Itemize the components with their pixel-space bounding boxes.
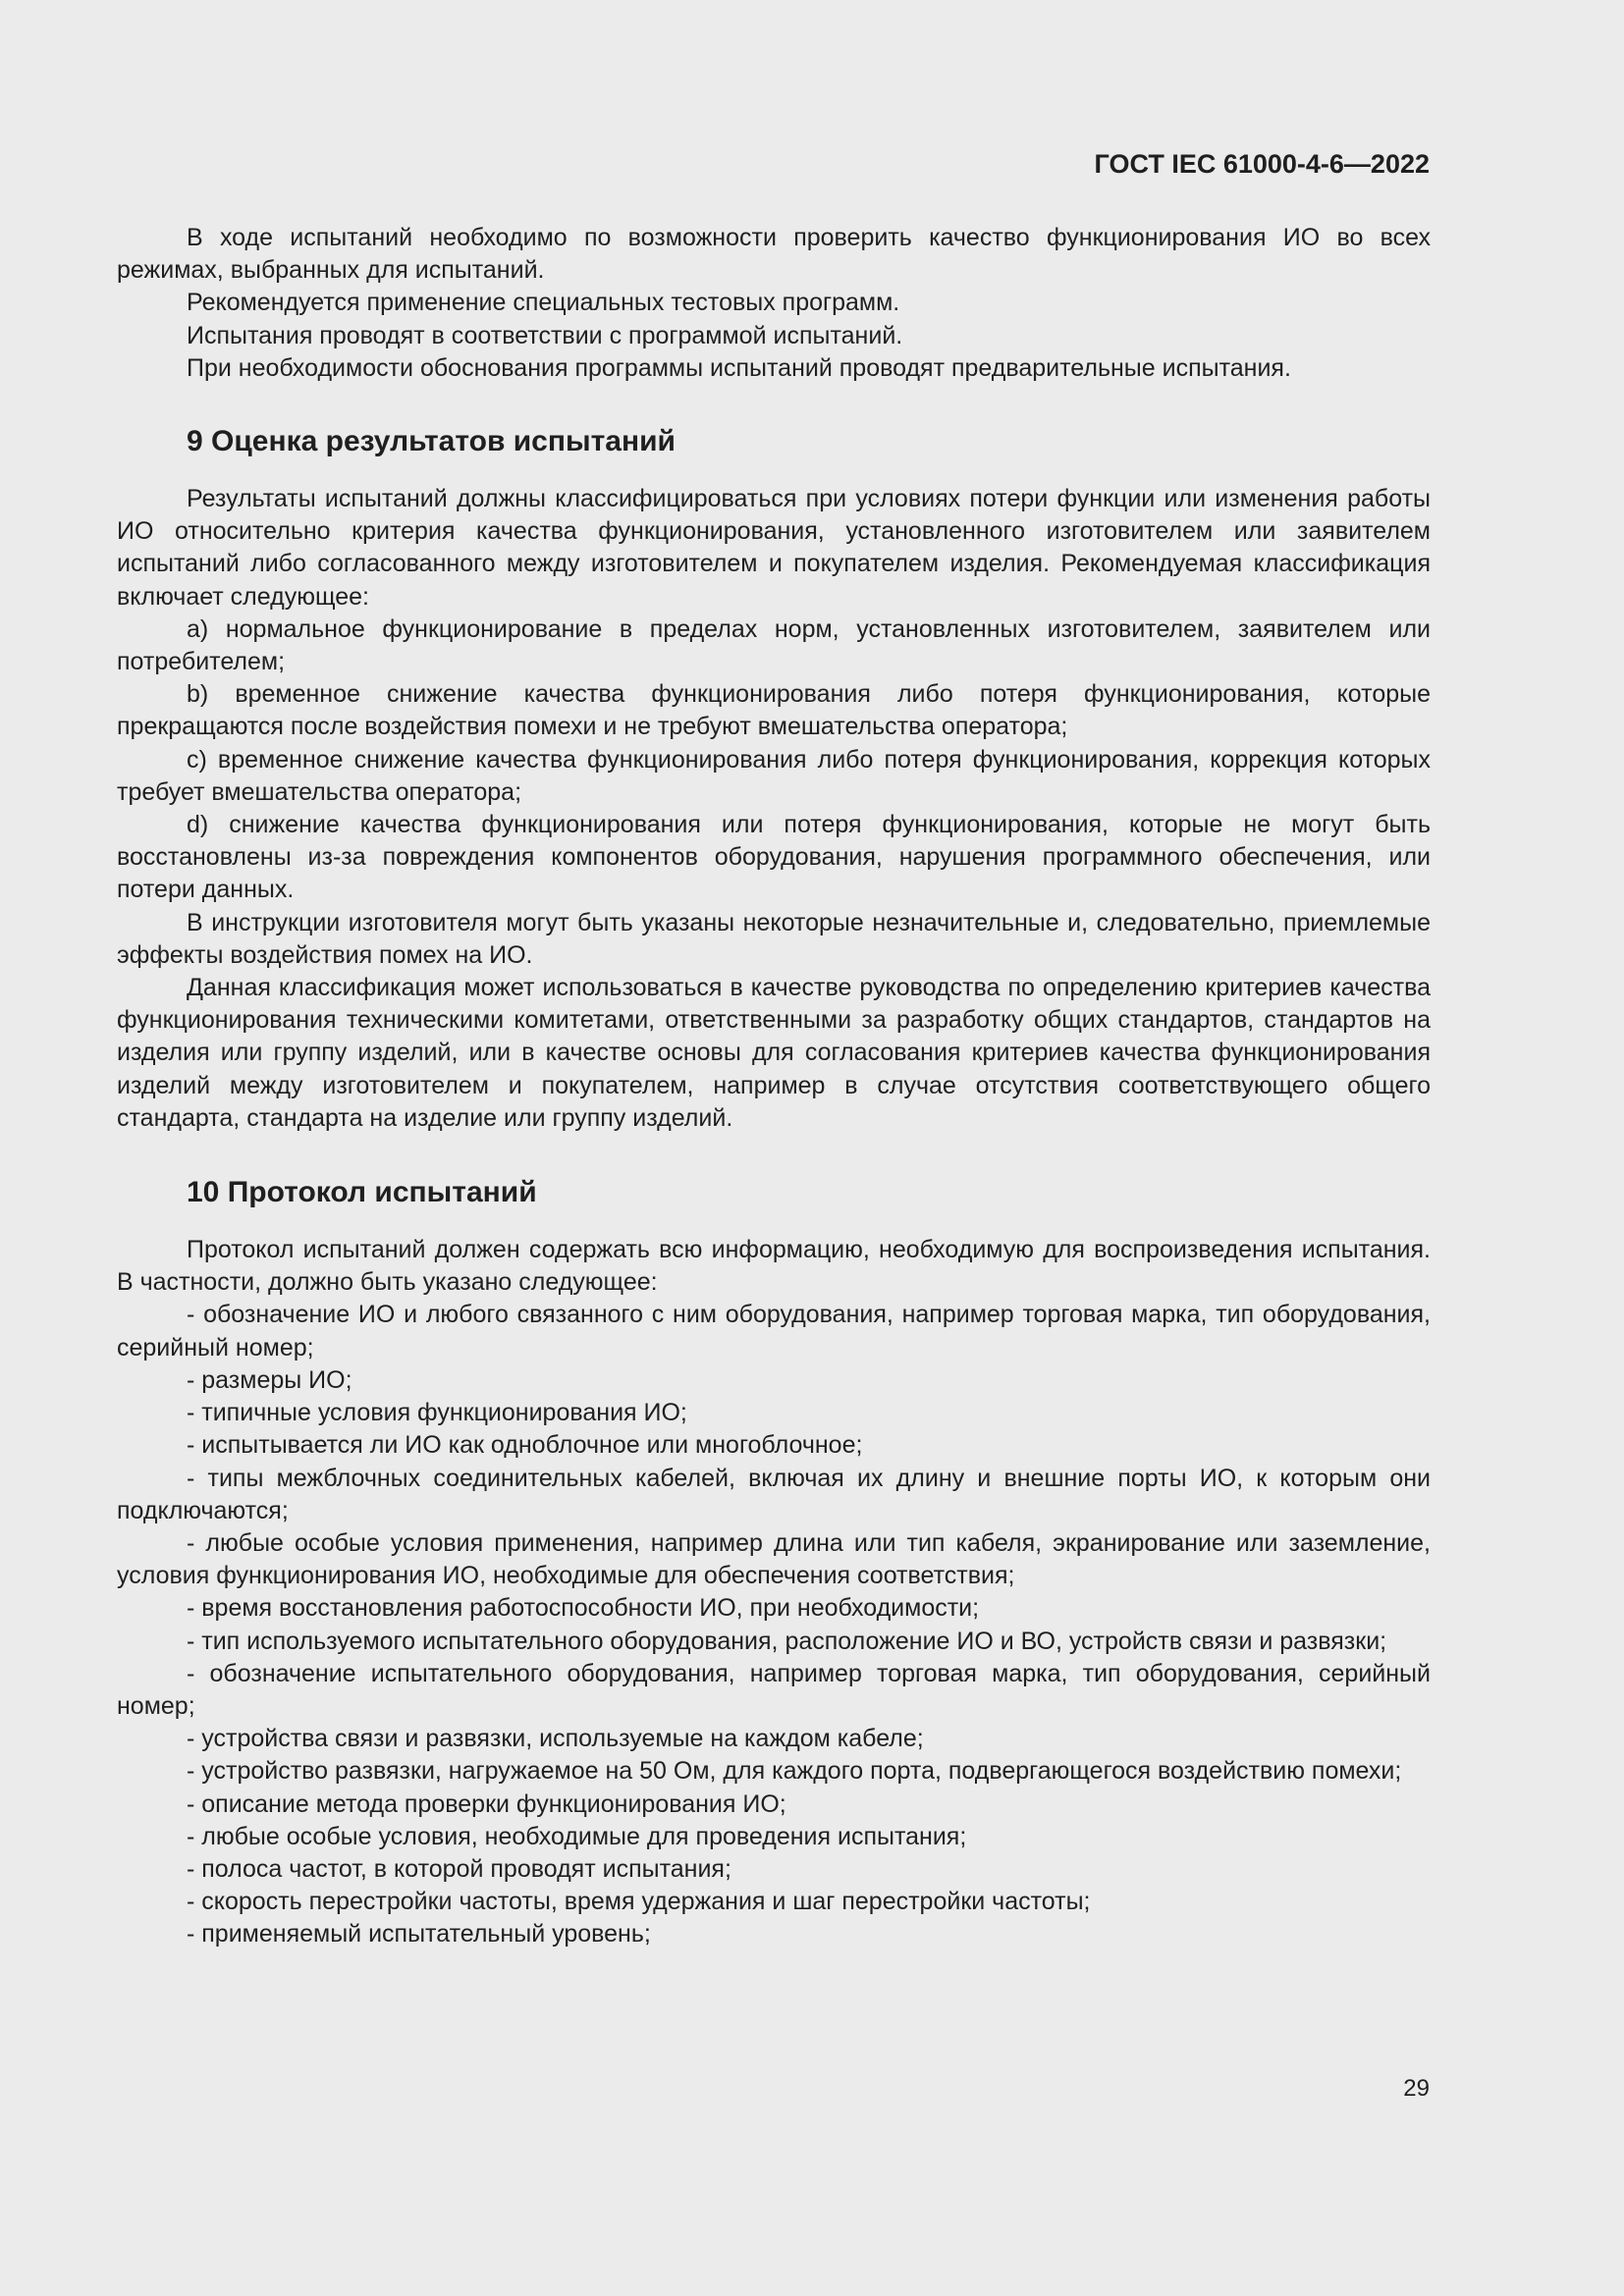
section-9-title: 9 Оценка результатов испытаний [187,425,676,458]
section-10-list-item: - обозначение ИО и любого связанного с ним оборудования, например торговая марка, тип оборудования, серийный номер; [117,1301,1431,1362]
section-10-list-item: - тип используемого испытательного оборудования, расположение ИО и ВО, устройств связи и развязки; [187,1627,1387,1655]
section-9-paragraph: Данная классификация может использоваться в качестве руководства по определению критериев качества функционирования техническими комитетами, ответственными за разработку общих стандартов, стандартов на изделия или группу изделий, или в качестве основы для согласования критериев качества функционирования изделий между изготовителем и покупателем, например в случае отсутствия соответствующего общего стандарта, стандарта на изделие или группу изделий. [117,974,1431,1132]
page-content [117,222,1431,1951]
document-header-standard: ГОСТ IEC 61000-4-6—2022 [1094,149,1430,179]
section-10-list-item: - испытывается ли ИО как одноблочное или многоблочное; [187,1431,863,1460]
section-9-paragraph: Результаты испытаний должны классифицироваться при условиях потери функции или изменения работы ИО относительно критерия качества функционирования, установленного изготовителем или заявителем испытаний либо согласованного между изготовителем и покупателем изделия. Рекомендуемая классификация включает следующее: [117,485,1431,611]
section-10-title: 10 Протокол испытаний [187,1176,537,1209]
section-10-list-item: - время восстановления работоспособности ИО, при необходимости; [187,1594,980,1623]
section-10-paragraph: Протокол испытаний должен содержать всю информацию, необходимую для воспроизведения испытания. В частности, должно быть указано следующее: [117,1236,1431,1297]
section-10-list-item: - скорость перестройки частоты, время удержания и шаг перестройки частоты; [187,1888,1091,1916]
section-10-list-item: - типы межблочных соединительных кабелей, включая их длину и внешние порты ИО, к которым они подключаются; [117,1464,1431,1524]
section-10-list-item: - полоса частот, в которой проводят испытания; [187,1854,731,1883]
section-10-list-item: - обозначение испытательного оборудования, например торговая марка, тип оборудования, серийный номер; [117,1659,1431,1720]
intro-paragraph: При необходимости обоснования программы испытаний проводят предварительные испытания. [187,353,1291,382]
section-9-list-item-a: a) нормальное функционирование в пределах норм, установленных изготовителем, заявителем или потребителем; [117,614,1431,676]
section-10-list-item: - любые особые условия применения, например длина или тип кабеля, экранирование или заземление, условия функционирования ИО, необходимые для обеспечения соответствия; [117,1528,1431,1590]
section-10-list-item: - размеры ИО; [187,1365,352,1394]
section-9-list-item-c: c) временное снижение качества функционирования либо потеря функционирования, коррекция которых требует вмешательства оператора; [117,745,1431,806]
section-9-list-item-d: d) снижение качества функционирования или потеря функционирования, которые не могут быть восстановлены из-за повреждения компонентов оборудования, нарушения программного обеспечения, или потери данных. [117,811,1431,904]
section-10-list-item: - применяемый испытательный уровень; [187,1920,651,1949]
section-10-list-item: - описание метода проверки функционирования ИО; [187,1789,786,1818]
section-10-list-item: - устройство развязки, нагружаемое на 50 Ом, для каждого порта, подвергающегося воздействию помехи; [187,1757,1402,1786]
section-10-list-item: - устройства связи и развязки, используемые на каждом кабеле; [187,1725,924,1753]
section-9-paragraph: В инструкции изготовителя могут быть указаны некоторые незначительные и, следовательно, приемлемые эффекты воздействия помех на ИО. [117,908,1431,969]
page-number: 29 [1403,2075,1430,2102]
intro-paragraph: Рекомендуется применение специальных тестовых программ. [187,289,900,317]
section-10-list-item: - любые особые условия, необходимые для проведения испытания; [187,1822,967,1850]
section-9-list-item-b: b) временное снижение качества функционирования либо потеря функционирования, которые прекращаются после воздействия помехи и не требуют вмешательства оператора; [117,680,1431,741]
section-10-list-item: - типичные условия функционирования ИО; [187,1399,687,1427]
intro-paragraph: Испытания проводят в соответствии с программой испытаний. [187,321,903,349]
intro-paragraph: В ходе испытаний необходимо по возможности проверить качество функционирования ИО во всех режимах, выбранных для испытаний. [117,224,1431,285]
